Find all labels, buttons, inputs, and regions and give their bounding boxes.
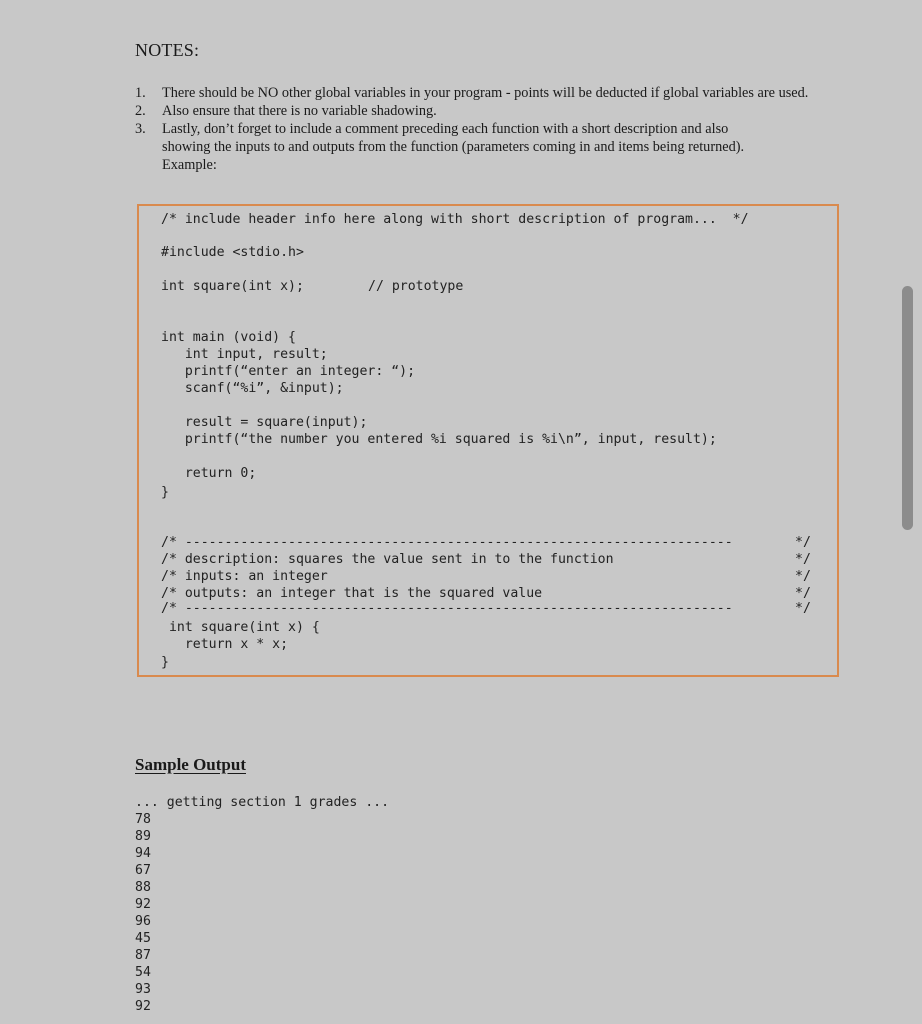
code-line: }: [161, 655, 169, 670]
code-comment-line: /* ---------------------------------------------------------------------: [161, 601, 733, 616]
grade-value: 96: [135, 914, 151, 929]
grade-value: 78: [135, 812, 151, 827]
code-line: int input, result;: [161, 347, 328, 362]
note-number: 2.: [135, 103, 146, 119]
code-line: result = square(input);: [161, 415, 368, 430]
note-text: Also ensure that there is no variable shadowing.: [162, 103, 437, 119]
grade-value: 89: [135, 829, 151, 844]
grade-value: 92: [135, 897, 151, 912]
note-item-1: [135, 84, 855, 102]
sample-output-heading: Sample Output: [135, 755, 246, 774]
code-header-comment: /* include header info here along with short description of program... */: [161, 212, 749, 227]
code-comment-line: /* inputs: an integer: [161, 569, 328, 584]
sample-output-line: ... getting section 1 grades ...: [135, 795, 390, 810]
code-line: return x * x;: [161, 637, 289, 652]
notes-list: [135, 84, 855, 174]
code-comment-line: /* outputs: an integer that is the squared value: [161, 586, 543, 601]
code-comment-close: */: [795, 552, 811, 567]
grade-value: 87: [135, 948, 151, 963]
grade-value: 88: [135, 880, 151, 895]
code-comment-close: */: [795, 586, 811, 601]
grade-value: 67: [135, 863, 151, 878]
note-text: Lastly, don’t forget to include a comment preceding each function with a short description and also: [162, 121, 729, 137]
note-item-3: [135, 120, 855, 174]
note-text: There should be NO other global variables in your program - points will be deducted if global variables are used.: [162, 85, 809, 101]
code-line: printf(“enter an integer: “);: [161, 364, 416, 379]
code-line: return 0;: [161, 466, 257, 481]
note-text: showing the inputs to and outputs from the function (parameters coming in and items being returned).: [162, 139, 745, 155]
code-prototype: int square(int x);: [161, 279, 304, 294]
scrollbar-thumb[interactable]: [902, 286, 913, 530]
code-comment-close: */: [795, 601, 811, 616]
code-comment-close: */: [795, 569, 811, 584]
grade-value: 93: [135, 982, 151, 997]
code-include-line: #include <stdio.h>: [161, 245, 304, 260]
note-text: Example:: [162, 157, 217, 173]
note-number: 3.: [135, 121, 146, 137]
code-line: scanf(“%i”, &input);: [161, 381, 344, 396]
grade-value: 92: [135, 999, 151, 1014]
grade-value: 54: [135, 965, 151, 980]
note-number: 1.: [135, 85, 146, 101]
code-comment-line: /* description: squares the value sent in to the function: [161, 552, 614, 567]
note-item-2: [135, 102, 855, 120]
grade-value: 45: [135, 931, 151, 946]
code-prototype-comment: // prototype: [368, 279, 464, 294]
grade-value: 94: [135, 846, 151, 861]
code-line: int square(int x) {: [161, 620, 320, 635]
notes-heading: NOTES:: [135, 40, 200, 60]
code-line: }: [161, 485, 169, 500]
code-line: printf(“the number you entered %i squared is %i\n”, input, result);: [161, 432, 717, 447]
code-line: int main (void) {: [161, 330, 296, 345]
code-comment-line: /* ---------------------------------------------------------------------: [161, 535, 733, 550]
code-comment-close: */: [795, 535, 811, 550]
